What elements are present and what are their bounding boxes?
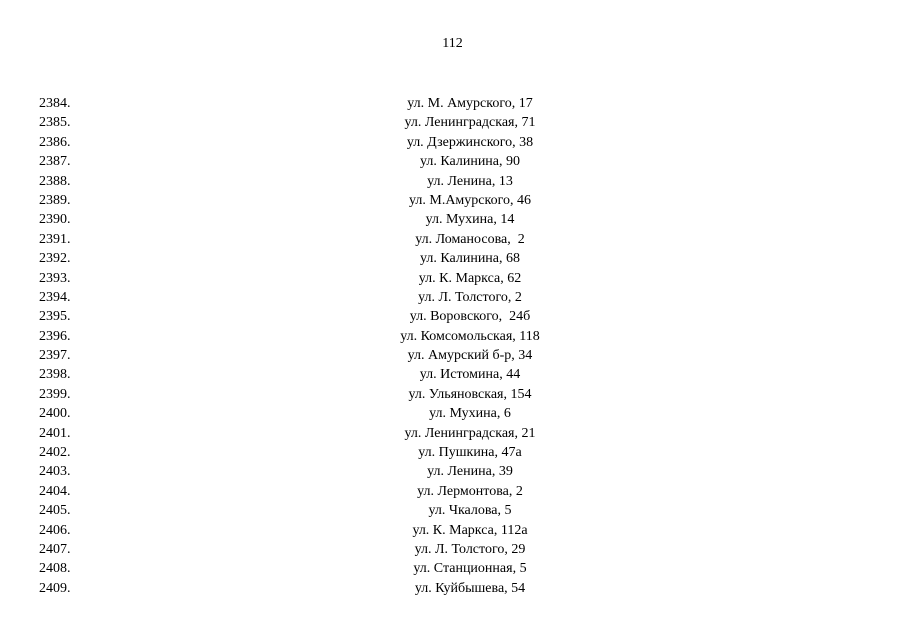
list-item	[0, 94, 905, 113]
row-address: ул. Л. Толстого, 2	[418, 289, 522, 305]
row-address: ул. Пушкина, 47а	[418, 445, 522, 461]
row-address: ул. Мухина, 14	[425, 212, 515, 228]
row-address: ул. Ульяновская, 154	[408, 386, 532, 402]
list-item	[0, 501, 905, 520]
row-number: 2405.	[39, 503, 71, 519]
row-address: ул. М.Амурского, 46	[409, 192, 531, 208]
row-number: 2392.	[39, 251, 71, 267]
list-item	[0, 113, 905, 132]
list-item	[0, 385, 905, 404]
row-number: 2402.	[39, 445, 71, 461]
row-address: ул. Дзержинского, 38	[406, 134, 534, 150]
row-address: ул. Амурский б-р, 34	[407, 348, 533, 364]
row-address: ул. Куйбышева, 54	[414, 580, 526, 596]
list-item	[0, 191, 905, 210]
row-address: ул. Лермонтова, 2	[417, 483, 523, 499]
list-item	[0, 540, 905, 559]
row-number: 2401.	[39, 425, 71, 441]
row-number: 2393.	[39, 270, 71, 286]
list-item	[0, 210, 905, 229]
list-item	[0, 559, 905, 578]
list-item	[0, 443, 905, 462]
row-number: 2395.	[39, 309, 71, 325]
list-item	[0, 346, 905, 365]
row-address: ул. К. Маркса, 62	[418, 270, 522, 286]
row-number: 2397.	[39, 348, 71, 364]
list-item	[0, 269, 905, 288]
list-item	[0, 307, 905, 326]
row-address: ул. Истомина, 44	[419, 367, 521, 383]
row-number: 2384.	[39, 96, 71, 111]
list-item	[0, 152, 905, 171]
row-address: ул. Комсомольская, 118	[400, 328, 540, 344]
row-number: 2387.	[39, 154, 71, 170]
list-item	[0, 230, 905, 249]
row-number: 2409.	[39, 580, 71, 596]
row-number: 2388.	[39, 173, 71, 189]
list-item	[0, 327, 905, 346]
row-address: ул. Ленина, 39	[427, 464, 513, 480]
row-number: 2408.	[39, 561, 71, 577]
row-number: 2404.	[39, 483, 71, 499]
address-list	[0, 94, 905, 598]
list-item	[0, 133, 905, 152]
row-number: 2398.	[39, 367, 71, 383]
row-address: ул. К. Маркса, 112а	[412, 522, 528, 538]
list-item	[0, 462, 905, 481]
row-address: ул. Л. Толстого, 29	[414, 541, 526, 557]
list-item	[0, 288, 905, 307]
row-number: 2407.	[39, 541, 71, 557]
row-address: ул. Мухина, 6	[429, 406, 511, 422]
row-address: ул. Станционная, 5	[413, 561, 527, 577]
row-number: 2390.	[39, 212, 71, 228]
list-item	[0, 579, 905, 598]
row-number: 2403.	[39, 464, 71, 480]
row-number: 2389.	[39, 192, 71, 208]
list-item	[0, 482, 905, 501]
row-address: ул. Ленинградская, 21	[404, 425, 536, 441]
row-number: 2385.	[39, 115, 71, 131]
row-number: 2391.	[39, 231, 71, 247]
row-number: 2396.	[39, 328, 71, 344]
row-number: 2386.	[39, 134, 71, 150]
row-address: ул. Ленинградская, 71	[404, 115, 536, 131]
row-address: ул. Ленина, 13	[427, 173, 513, 189]
list-item	[0, 521, 905, 540]
row-address: ул. М. Амурского, 17	[407, 96, 533, 111]
list-item	[0, 404, 905, 423]
list-item	[0, 365, 905, 384]
row-number: 2399.	[39, 386, 71, 402]
row-number: 2400.	[39, 406, 71, 422]
list-item	[0, 424, 905, 443]
row-address: ул. Калинина, 68	[419, 251, 521, 267]
row-number: 2394.	[39, 289, 71, 305]
row-address: ул. Калинина, 90	[419, 154, 521, 170]
row-address: ул. Воровского, 24б	[409, 309, 531, 325]
page-number: 112	[442, 36, 463, 51]
list-item	[0, 249, 905, 268]
row-address: ул. Ломаносова, 2	[415, 231, 525, 247]
row-address: ул. Чкалова, 5	[428, 503, 512, 519]
list-item	[0, 172, 905, 191]
row-number: 2406.	[39, 522, 71, 538]
